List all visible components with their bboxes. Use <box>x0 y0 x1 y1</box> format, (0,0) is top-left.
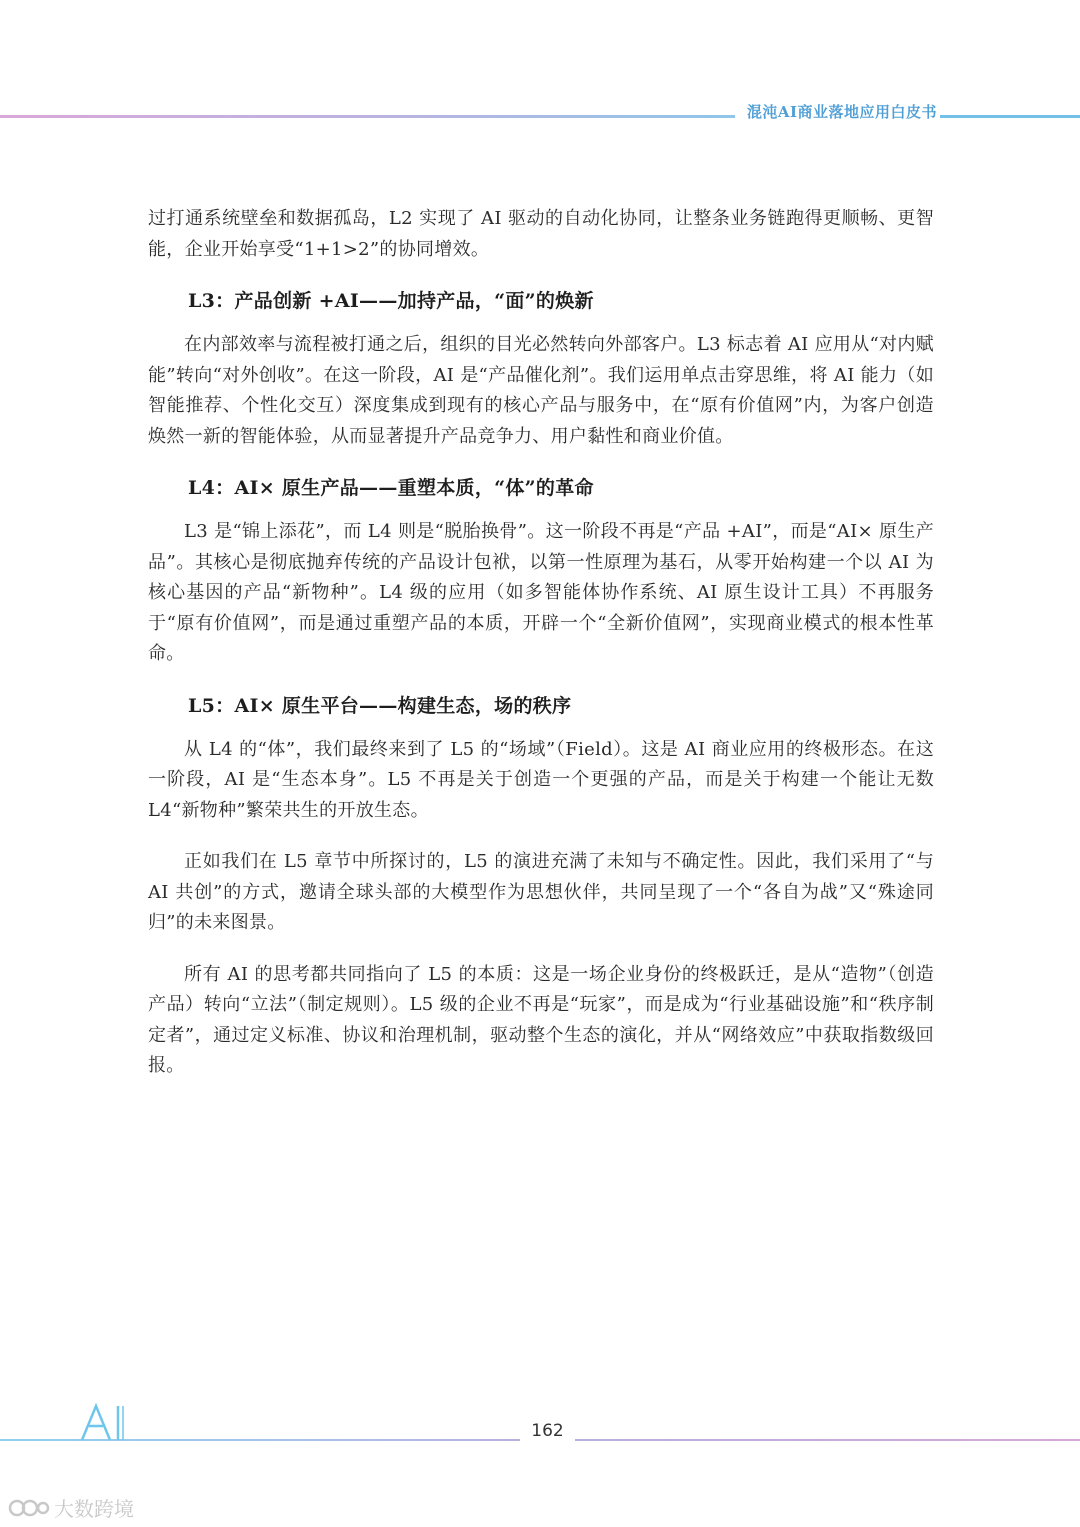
watermark-logo-icon <box>8 1496 50 1520</box>
header-rule-left <box>0 115 735 118</box>
header-rule-right <box>940 115 1080 118</box>
page-number: 162 <box>531 1421 564 1441</box>
paragraph-l4: L3 是“锦上添花”，而 L4 则是“脱胎换骨”。这一阶段不再是“产品 +AI”，而是“AI× 原生产品”。其核心是彻底抛弃传统的产品设计包袱，以第一性原理为基石，从零开始构建一个以 AI 为核心基因的产品“新物种”。L4 级的应用（如多智能体协作系统、AI 原生设计工具）不再服务于“原有价值网”，而是通过重塑产品的本质，开辟一个“全新价值网”，实现商业模式的根本性革命。 <box>148 521 934 664</box>
paragraph-continued: 过打通系统壁垒和数据孤岛，L2 实现了 AI 驱动的自动化协同，让整条业务链跑得更顺畅、更智能，企业开始享受“1+1>2”的协同增效。 <box>148 208 934 260</box>
heading-l3: L3：产品创新 +AI——加持产品，“面”的焕新 <box>188 290 594 312</box>
paragraph-l3: 在内部效率与流程被打通之后，组织的目光必然转向外部客户。L3 标志着 AI 应用从“对内赋能”转向“对外创收”。在这一阶段，AI 是“产品催化剂”。我们运用单点击穿思维，将 AI 能力（如智能推荐、个性化交互）深度集成到现有的核心产品与服务中，在“原有价值网”内，为客户创造焕然一新的智能体验，从而显著提升产品竞争力、用户黏性和商业价值。 <box>148 334 934 447</box>
page-content <box>148 204 934 1082</box>
paragraph-l5-c: 所有 AI 的思考都共同指向了 L5 的本质：这是一场企业身份的终极跃迁，是从“造物”（创造产品）转向“立法”（制定规则）。L5 级的企业不再是“玩家”，而是成为“行业基础设施”和“秩序制定者”，通过定义标准、协议和治理机制，驱动整个生态的演化，并从“网络效应”中获取指数级回报。 <box>148 963 934 1076</box>
header-title: 混沌AI商业落地应用白皮书 <box>746 103 937 121</box>
ai-logo-icon <box>80 1402 130 1446</box>
heading-l4: L4：AI× 原生产品——重塑本质，“体”的革命 <box>188 477 594 499</box>
heading-l5: L5：AI× 原生平台——构建生态，场的秩序 <box>188 694 572 717</box>
paragraph-l5-a: 从 L4 的“体”，我们最终来到了 L5 的“场域”（Field）。这是 AI 商业应用的终极形态。在这一阶段，AI 是“生态本身”。L5 不再是关于创造一个更强的产品，而是关于构建一个能让无数 L4“新物种”繁荣共生的开放生态。 <box>148 738 934 821</box>
watermark-text: 大数跨境 <box>54 1497 134 1521</box>
paragraph-l5-b: 正如我们在 L5 章节中所探讨的，L5 的演进充满了未知与不确定性。因此，我们采用了“与 AI 共创”的方式，邀请全球头部的大模型作为思想伙伴，共同呈现了一个“各自为战”又“殊途同归”的未来图景。 <box>148 851 934 933</box>
footer-rule-right <box>575 1439 1080 1441</box>
watermark <box>8 1493 134 1522</box>
footer-rule-left <box>0 1439 520 1441</box>
